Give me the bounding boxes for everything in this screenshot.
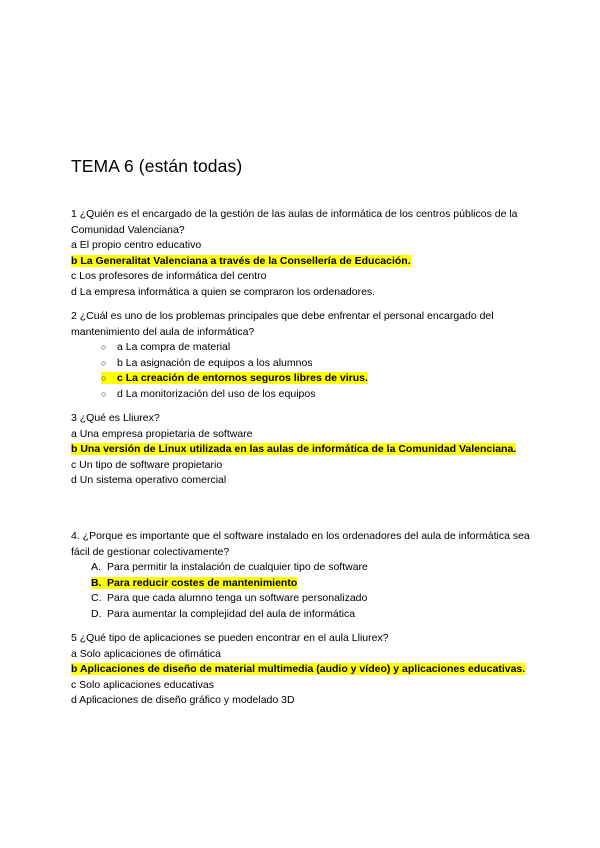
answer-option: a Una empresa propietaria de software xyxy=(71,427,253,440)
answer-option: a El propio centro educativo xyxy=(71,239,202,251)
answer-option: b La asignación de equipos a los alumnos xyxy=(117,356,313,369)
question-4 xyxy=(71,529,531,622)
answer-option: d Aplicaciones de diseño gráfico y modelado 3D xyxy=(71,694,295,706)
circle-bullet-icon: ○ xyxy=(101,388,107,399)
question-text: 2 ¿Cuál es uno de los problemas principales que debe enfrentar el personal encargado del mantenimiento del aula de informática? xyxy=(71,310,494,338)
question-1 xyxy=(71,207,531,300)
circle-bullet-icon: ○ xyxy=(101,373,107,383)
option-marker: A. xyxy=(91,561,101,573)
answer-option: c Solo aplicaciones educativas xyxy=(71,678,215,691)
page-title: TEMA 6 (están todas) xyxy=(71,156,243,176)
question-text: 1 ¿Quién es el encargado de la gestión de las aulas de informática de los centros públicos de la Comunidad Valenciana? xyxy=(71,208,518,236)
correct-answer-highlight: b La Generalitat Valenciana a través de la Consellería de Educación. xyxy=(71,254,411,267)
question-3 xyxy=(71,411,531,489)
correct-answer-highlight: Para reducir costes de mantenimiento xyxy=(107,576,298,589)
question-text: 3 ¿Qué es Lliurex? xyxy=(71,412,160,424)
option-marker: C. xyxy=(91,592,102,604)
circle-bullet-icon: ○ xyxy=(101,342,107,352)
answer-option: d La empresa informática a quien se compraron los ordenadores. xyxy=(71,285,376,298)
question-text: 4. ¿Porque es importante que el software instalado en los ordenadores del aula de informática sea fácil de gestionar colectivamente? xyxy=(71,530,530,558)
answer-option: d Un sistema operativo comercial xyxy=(71,474,227,486)
answer-option: c Un tipo de software propietario xyxy=(71,458,223,471)
answer-option: Para aumentar la complejidad del aula de informática xyxy=(107,607,356,620)
option-marker: B. xyxy=(91,576,102,589)
question-text: 5 ¿Qué tipo de aplicaciones se pueden encontrar en el aula Lliurex? xyxy=(71,632,389,644)
answer-option: a La compra de material xyxy=(117,341,231,353)
correct-answer-highlight: b Aplicaciones de diseño de material multimedia (audio y vídeo) y aplicaciones educativas. xyxy=(71,663,526,675)
question-5 xyxy=(71,631,531,709)
answer-option: Para permitir la instalación de cualquier tipo de software xyxy=(107,561,368,573)
circle-bullet-icon: ○ xyxy=(101,357,107,368)
answer-option: d La monitorización del uso de los equipos xyxy=(117,387,316,400)
answer-option: c Los profesores de informática del centro xyxy=(71,270,267,282)
correct-answer-highlight: c La creación de entornos seguros libres de virus. xyxy=(117,372,368,384)
option-marker: D. xyxy=(91,607,102,620)
question-2 xyxy=(71,309,531,402)
correct-answer-highlight: b Una versión de Linux utilizada en las aulas de informática de la Comunidad Valenciana. xyxy=(71,443,517,455)
answer-option: a Solo aplicaciones de ofimática xyxy=(71,647,222,660)
answer-option: Para que cada alumno tenga un software personalizado xyxy=(107,592,368,604)
